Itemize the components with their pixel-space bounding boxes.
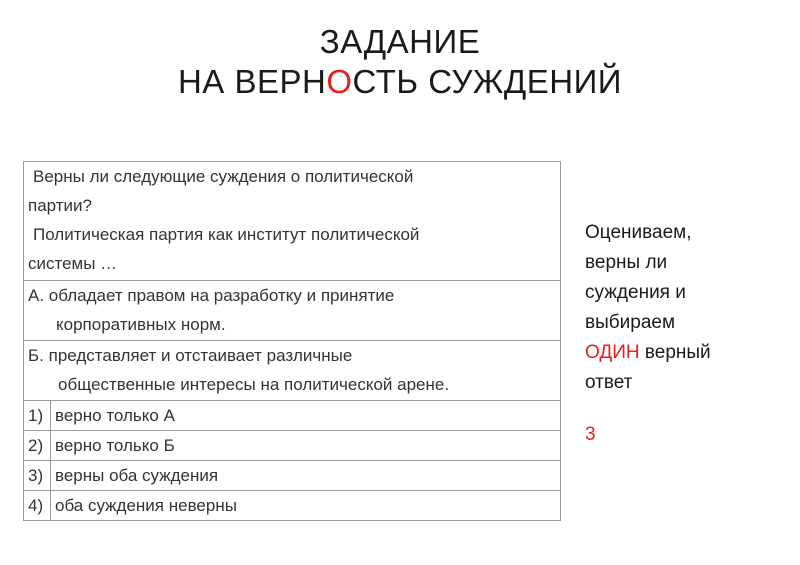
option-text: верно только Б [51,431,561,461]
question-table [23,161,561,521]
stem-line: Верны ли следующие суждения о политической [33,167,414,186]
title-line-2-after: СТЬ СУЖДЕНИЙ [352,63,623,100]
option-number: 3) [24,461,51,491]
statement-a-text: обладает правом на разработку и принятие [48,286,395,305]
answer-option-row [24,491,561,521]
option-number: 2) [24,431,51,461]
option-number: 4) [24,491,51,521]
statement-a-label: А. [28,286,45,305]
instruction-line: ответ [585,372,633,393]
question-stem-row [24,162,561,281]
option-number: 1) [24,401,51,431]
instruction-text: верный [639,342,711,363]
statement-b-label: Б. [28,346,44,365]
stem-line: Политическая партия как институт политической [33,225,420,244]
title-line-2 [100,62,700,102]
stem-line: системы … [28,254,118,273]
title-accent-letter: О [326,63,353,100]
question-stem [24,162,561,281]
option-text: верно только А [51,401,561,431]
instruction-panel [585,218,785,450]
statement-a [24,281,561,341]
statement-a-line-2: корпоративных норм. [56,315,226,334]
title-line-1: ЗАДАНИЕ [319,23,481,60]
instruction-line: Оцениваем, [585,222,692,243]
instruction-line: суждения и [585,282,686,303]
answer-option-row [24,431,561,461]
statement-a-line-1 [28,281,560,310]
instruction-accent: ОДИН [585,342,640,363]
option-text: верны оба суждения [51,461,561,491]
statement-b-line-1 [28,341,560,370]
instruction-line: верны ли [585,252,668,273]
option-text: оба суждения неверны [51,491,561,521]
answer-option-row [24,461,561,491]
statement-b [24,341,561,401]
statement-b-row [24,341,561,401]
page-title [100,22,700,102]
answer-value: 3 [585,424,596,445]
stem-line: партии? [28,196,92,215]
title-line-2-before: НА ВЕРН [177,63,327,100]
answer-option-row [24,401,561,431]
statement-b-line-2: общественные интересы на политической арене. [58,375,450,394]
statement-b-text: представляет и отстаивает различные [48,346,353,365]
statement-a-row [24,281,561,341]
instruction-line [585,338,785,368]
instruction-line: выбираем [585,312,676,333]
